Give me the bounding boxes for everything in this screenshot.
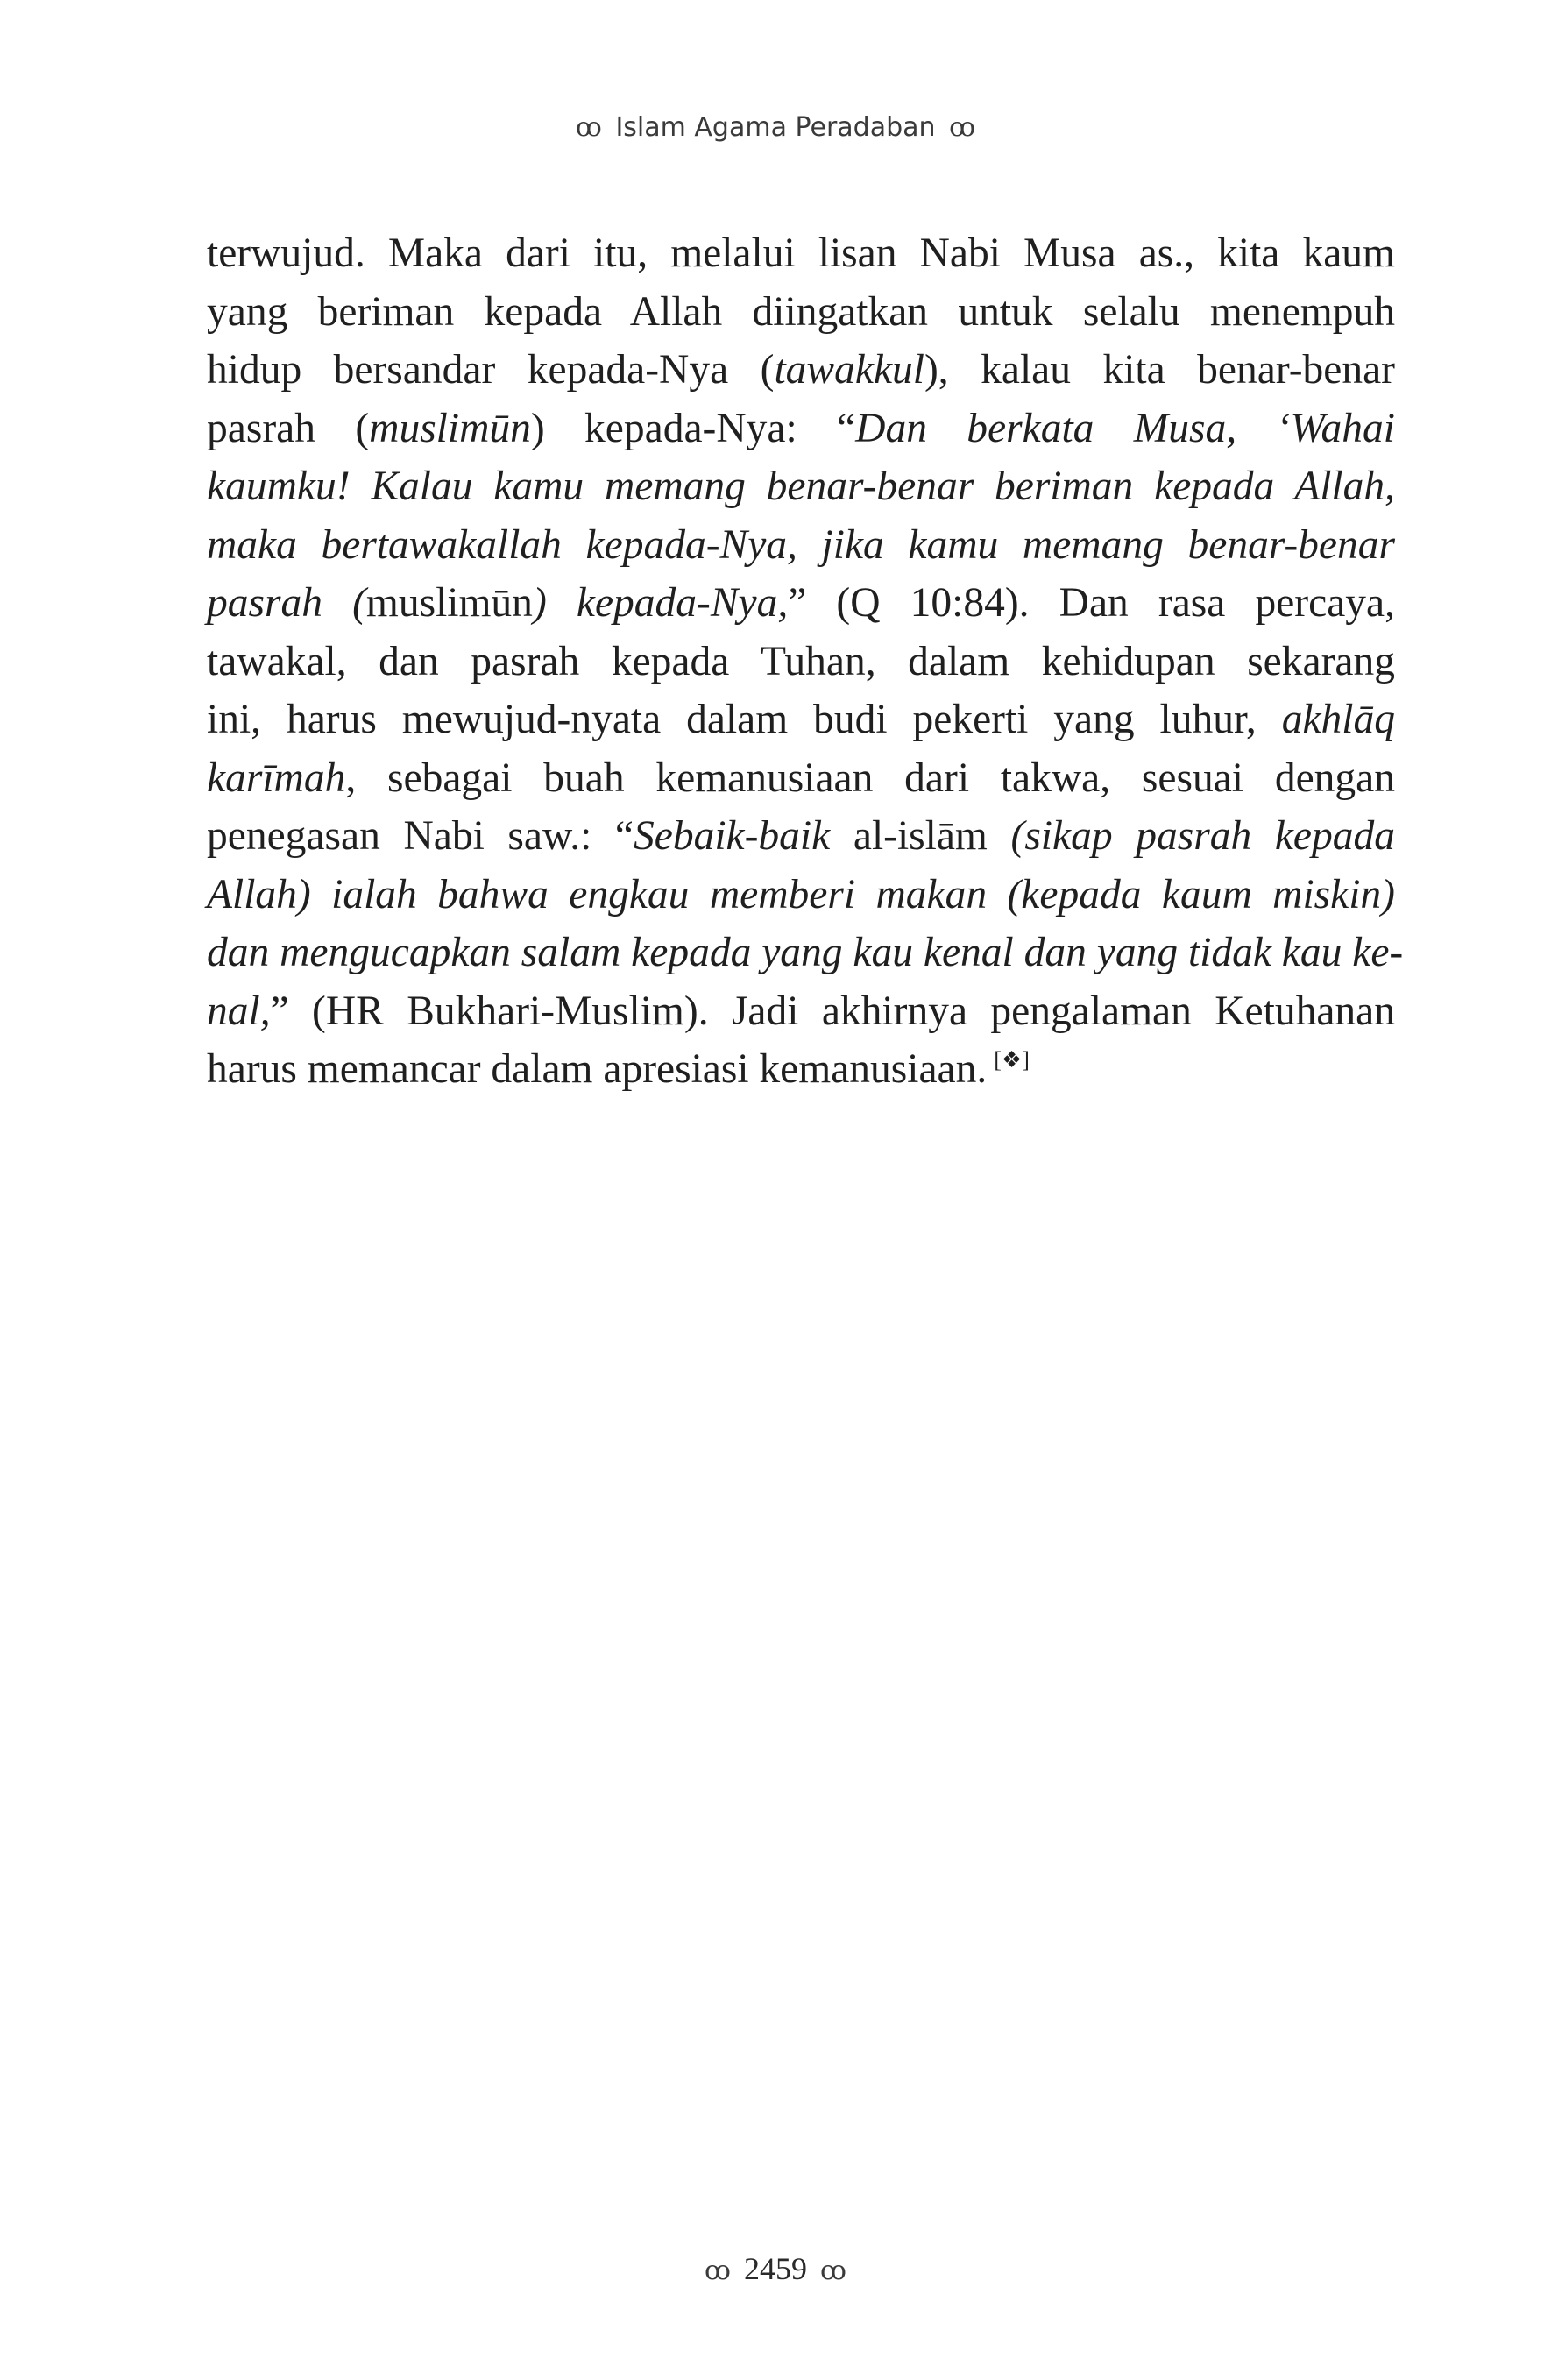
- left-ornament-icon: ꝏ: [575, 112, 602, 143]
- text-line: [207, 341, 1395, 400]
- italic-segment: nal,: [207, 988, 271, 1034]
- italic-segment: tawakkul: [774, 347, 924, 393]
- italic-segment: maka bertawakallah kepada-Nya, jika kamu memang benar-benar: [207, 521, 1395, 568]
- text-line: [207, 224, 1395, 283]
- italic-segment: Allah) ialah bahwa engkau memberi makan (kepada kaum miskin): [207, 871, 1395, 917]
- text-segment: penegasan Nabi saw.: “: [207, 813, 634, 859]
- italic-segment: pasrah (: [207, 580, 366, 626]
- text-line: [207, 924, 1404, 982]
- end-mark-icon: [❖]: [994, 1047, 1030, 1073]
- running-header-title: Islam Agama Peradaban: [615, 112, 936, 143]
- text-segment: muslimūn: [365, 580, 533, 626]
- italic-segment: dan mengucapkan salam kepada yang kau kenal dan yang tidak kau ke-: [207, 930, 1404, 975]
- text-segment: , sebagai buah kemanusiaan dari takwa, sesuai dengan: [345, 754, 1395, 801]
- italic-segment: kaumku! Kalau kamu memang benar-benar beriman kepada Allah,: [207, 464, 1395, 509]
- footer-right-ornament-icon: ꝏ: [820, 2256, 846, 2286]
- page-number: 2459: [744, 2251, 807, 2286]
- text-segment: ini, harus mewujud-nyata dalam budi pekerti yang luhur,: [207, 697, 1282, 742]
- italic-segment: Sebaik-baik: [634, 813, 831, 859]
- text-line: [207, 457, 1395, 516]
- body-paragraph: [207, 224, 1404, 1099]
- text-segment: al-islām: [830, 813, 1011, 859]
- text-line: [207, 749, 1395, 808]
- text-segment: ) kepada-Nya: “: [530, 405, 856, 451]
- text-segment: hidup bersandar kepada-Nya (: [207, 347, 775, 393]
- text-segment: yang beriman kepada Allah diingatkan untuk selalu menempuh: [207, 288, 1395, 335]
- text-line: [207, 574, 1395, 633]
- text-segment: terwujud. Maka dari itu, melalui lisan Nabi Musa as., kita kaum: [207, 230, 1395, 276]
- italic-segment: (sikap pasrah kepada: [1010, 813, 1395, 859]
- text-segment: harus memancar dalam apresiasi kemanusiaan.: [207, 1046, 988, 1092]
- text-segment: tawakal, dan pasrah kepada Tuhan, dalam kehidupan sekarang: [207, 638, 1395, 684]
- italic-segment: muslimūn: [369, 405, 531, 451]
- text-line: [207, 866, 1395, 924]
- text-line: [207, 691, 1395, 749]
- italic-segment: akhlāq: [1281, 697, 1395, 742]
- text-segment: pasrah (: [207, 405, 370, 451]
- page-footer: [0, 2250, 1551, 2287]
- text-segment: ” (HR Bukhari-Muslim). Jadi akhirnya pengalaman Ketuhanan: [270, 988, 1395, 1034]
- text-line: [207, 1040, 1395, 1099]
- text-line: [207, 400, 1395, 458]
- text-line: [207, 283, 1395, 342]
- text-line: [207, 807, 1395, 866]
- italic-segment: ) kepada-Nya,: [532, 580, 789, 626]
- text-line: [207, 633, 1395, 691]
- footer-left-ornament-icon: ꝏ: [705, 2256, 731, 2286]
- text-line: [207, 516, 1395, 575]
- italic-segment: karīmah: [207, 754, 346, 801]
- running-header: [0, 112, 1551, 143]
- right-ornament-icon: ꝏ: [949, 112, 976, 143]
- text-segment: ” (Q 10:84). Dan rasa percaya,: [788, 580, 1395, 626]
- italic-segment: Dan berkata Musa, ‘Wahai: [855, 405, 1395, 451]
- text-segment: ), kalau kita benar-benar: [924, 347, 1395, 393]
- text-line: [207, 982, 1395, 1041]
